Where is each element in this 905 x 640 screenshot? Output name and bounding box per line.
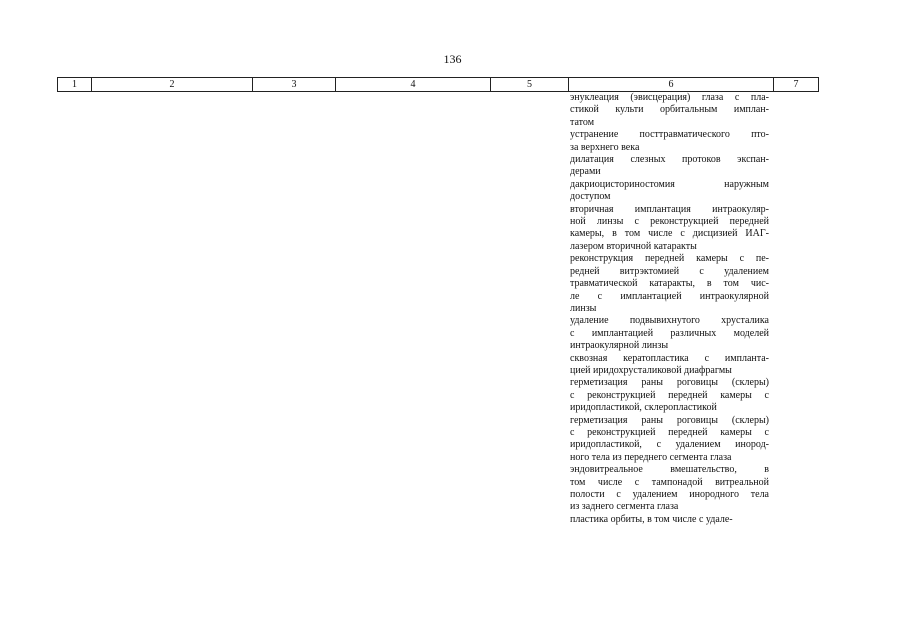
procedure-line: том числе с тампонадой витреальной [570,476,769,488]
column-header-3: 3 [253,78,336,91]
procedure-entry [570,179,769,204]
procedure-entry [570,315,769,352]
procedure-line: лазером вторичной катаракты [570,240,697,252]
procedure-line: герметизация раны роговицы (склеры) [570,414,769,426]
procedure-line: камеры, в том числе с дисцизией ИАГ- [570,228,769,240]
procedure-line: сквозная кератопластика с импланта- [570,352,769,364]
procedure-line: линзы [570,302,597,314]
procedure-line: интраокулярной линзы [570,340,669,352]
column-6-content [570,92,769,526]
procedure-entry [570,415,769,465]
procedure-line: с имплантацией различных моделей [570,327,769,339]
procedure-entry [570,204,769,254]
procedure-line: герметизация раны роговицы (склеры) [570,377,769,389]
procedure-entry [570,253,769,315]
procedure-line: устранение посттравматического пто- [570,129,769,141]
procedure-line: иридопластикой, с удалением инород- [570,439,769,451]
procedure-entry [570,154,769,179]
column-header-4: 4 [336,78,491,91]
procedure-line: дилатация слезных протоков экспан- [570,154,769,166]
procedure-line: пластика орбиты, в том числе с удале- [570,513,733,525]
procedure-line: полости с удалением инородного тела [570,489,769,500]
procedure-line: энуклеация (эвисцерация) глаза с пла- [570,92,769,103]
column-header-7: 7 [793,79,799,90]
procedure-line: ного тела из переднего сегмента глаза [570,451,732,463]
procedure-line: реконструкция передней камеры с пе- [570,253,769,265]
procedure-entry [570,464,769,514]
procedure-line: иридопластикой, склеропластикой [570,402,717,414]
procedure-entry [570,353,769,378]
column-header-1: 1 [58,78,92,91]
procedure-line: дерами [570,166,601,178]
column-header-2: 2 [92,78,253,91]
procedure-line: с реконструкцией передней камеры с [570,426,769,438]
procedure-line: ной линзы с реконструкцией передней [570,216,769,228]
procedure-entry [570,514,769,526]
procedure-line: цией иридохрусталиковой диафрагмы [570,364,732,376]
page-number: 136 [443,52,462,66]
procedure-line: за верхнего века [570,141,640,153]
procedure-line: с реконструкцией передней камеры с [570,389,769,401]
procedure-line: травматической катаракты, в том чис- [570,278,769,290]
procedure-line: доступом [570,191,611,203]
column-header-6: 6 [569,78,774,91]
table-header-row [57,78,819,92]
procedure-line: стикой культи орбитальным имплан- [570,104,769,116]
procedure-line: эндовитреальное вмешательство, в [570,464,769,476]
column-header-5: 5 [491,78,569,91]
procedure-line: из заднего сегмента глаза [570,501,679,513]
procedure-line: татом [570,116,595,128]
procedure-line: вторичная имплантация интраокуляр- [570,203,769,215]
procedure-line: ле с имплантацией интраокулярной [570,290,769,302]
procedure-entry [570,377,769,414]
procedure-entry [570,129,769,154]
procedure-line: удаление подвывихнутого хрусталика [570,315,769,327]
procedure-entry [570,92,769,129]
procedure-line: редней витрэктомией с удалением [570,265,769,277]
table [57,77,819,92]
procedure-line: дакриоцисториностомия наружным [570,178,769,190]
